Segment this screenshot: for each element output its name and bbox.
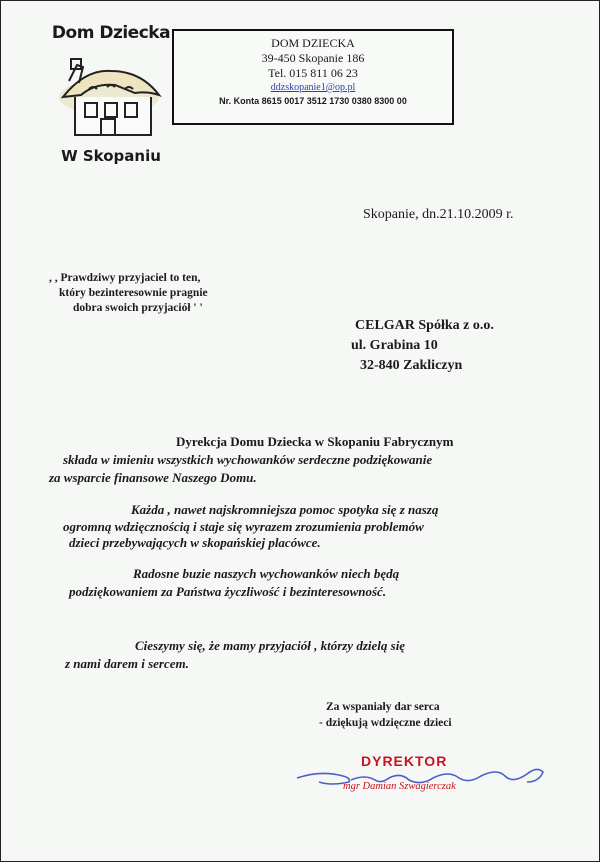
body-line: Cieszymy się, że mamy przyjaciół , którzy dzielą się <box>135 638 406 653</box>
friendship-quote <box>49 271 249 316</box>
closing-line: - dziękują wdzięczne dzieci <box>319 717 452 729</box>
body-line: dzieci przebywających w skopańskiej placówce. <box>69 535 321 550</box>
body-line: z nami darem i sercem. <box>65 656 189 671</box>
orphanage-logo <box>51 23 171 173</box>
recipient-street: ul. Grabina 10 <box>351 338 438 353</box>
quote-line: dobra swoich przyjaciół ' ' <box>73 302 203 314</box>
body-line: składa w imieniu wszystkich wychowanków serdeczne podziękowanie <box>63 452 433 467</box>
letterhead-email-link[interactable]: ddzskopanie1@op.pl <box>270 82 356 93</box>
letterhead-box <box>172 29 454 125</box>
quote-line: , , Prawdziwy przyjaciel to ten, <box>49 272 201 284</box>
body-line: podziękowaniem za Państwa życzliwość i bezinteresowność. <box>69 584 387 599</box>
quote-line: który bezinteresownie pragnie <box>59 287 208 299</box>
body-line: Dyrekcja Domu Dziecka w Skopaniu Fabrycznym <box>176 434 454 449</box>
letterhead-name: DOM DZIECKA <box>271 36 355 50</box>
director-title-stamp: DYREKTOR <box>361 753 448 769</box>
body-line: Radosne buzie naszych wychowanków niech będą <box>133 566 400 581</box>
body-line: Każda , nawet najskromniejsza pomoc spotyka się z naszą <box>131 502 439 517</box>
letterhead-address: 39-450 Skopanie 186 <box>261 51 365 65</box>
house-icon <box>55 53 167 145</box>
director-name-stamp: mgr Damian Szwagierczak <box>343 781 456 792</box>
letter-date: Skopanie, dn.21.10.2009 r. <box>363 207 514 222</box>
recipient-company: CELGAR Spółka z o.o. <box>355 318 494 333</box>
recipient-city: 32-840 Zakliczyn <box>360 358 463 373</box>
body-line: za wsparcie finansowe Naszego Domu. <box>49 470 257 485</box>
letterhead-bank-account: Nr. Konta 8615 0017 3512 1730 0380 8300 00 <box>219 96 407 106</box>
logo-bottom-text: W Skopaniu <box>61 147 161 165</box>
letterhead-phone: Tel. 015 811 06 23 <box>268 66 358 80</box>
closing-remark <box>319 699 452 731</box>
recipient-address <box>346 316 494 376</box>
logo-top-text: Dom Dziecka <box>51 23 171 43</box>
closing-line: Za wspaniały dar serca <box>326 701 440 713</box>
body-line: ogromną wdzięcznością i staje się wyrazem zrozumienia problemów <box>63 519 424 534</box>
